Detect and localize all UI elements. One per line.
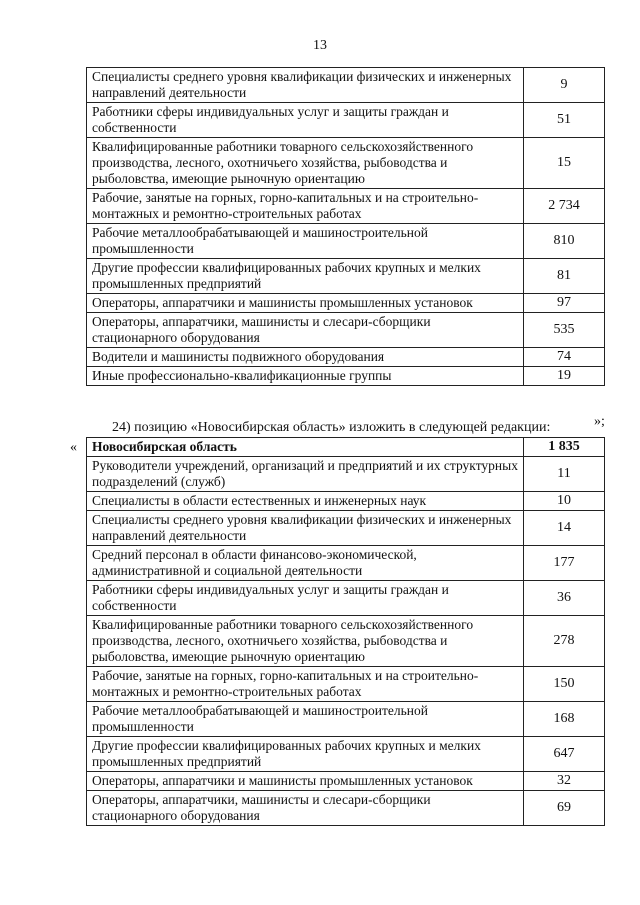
row-label: Рабочие металлообрабатывающей и машиностроительной промышленности [87, 702, 524, 737]
amendment-instruction: 24) позицию «Новосибирская область» изложить в следующей редакции: [112, 420, 551, 435]
table-row [87, 294, 605, 313]
row-value: 9 [524, 68, 605, 103]
table1-body [87, 68, 605, 386]
row-label: Руководители учреждений, организаций и предприятий и их структурных подразделений (служб) [87, 457, 524, 492]
row-value: 15 [524, 138, 605, 189]
row-label: Специалисты среднего уровня квалификации физических и инженерных направлений деятельности [87, 511, 524, 546]
occupations-table-novosibirsk [86, 437, 605, 826]
row-label: Операторы, аппаратчики, машинисты и слесари-сборщики стационарного оборудования [87, 313, 524, 348]
row-value: 36 [524, 581, 605, 616]
table-row [87, 667, 605, 702]
row-value: 69 [524, 791, 605, 826]
row-value: 10 [524, 492, 605, 511]
row-label: Рабочие, занятые на горных, горно-капитальных и на строительно-монтажных и ремонтно-строительных работах [87, 189, 524, 224]
row-value: 97 [524, 294, 605, 313]
row-value: 535 [524, 313, 605, 348]
row-label: Рабочие металлообрабатывающей и машиностроительной промышленности [87, 224, 524, 259]
row-value: 177 [524, 546, 605, 581]
table-row [87, 616, 605, 667]
row-value: 150 [524, 667, 605, 702]
row-label: Другие профессии квалифицированных рабочих крупных и мелких промышленных предприятий [87, 259, 524, 294]
row-label: Рабочие, занятые на горных, горно-капитальных и на строительно-монтажных и ремонтно-строительных работах [87, 667, 524, 702]
row-label: Операторы, аппаратчики и машинисты промышленных установок [87, 294, 524, 313]
region-name: Новосибирская область [87, 438, 524, 457]
table-row [87, 103, 605, 138]
row-label: Средний персонал в области финансово-экономической, административной и социальной деятельности [87, 546, 524, 581]
table-row [87, 367, 605, 386]
page-number: 13 [313, 38, 327, 53]
row-label: Квалифицированные работники товарного сельскохозяйственного производства, лесного, охотничьего хозяйства, рыбоводства и рыболовства, имеющие рыночную ориентацию [87, 616, 524, 667]
row-label: Иные профессионально-квалификационные группы [87, 367, 524, 386]
table-row [87, 224, 605, 259]
row-value: 2 734 [524, 189, 605, 224]
table-row [87, 581, 605, 616]
region-total: 1 835 [524, 438, 605, 457]
row-label: Другие профессии квалифицированных рабочих крупных и мелких промышленных предприятий [87, 737, 524, 772]
table-row [87, 348, 605, 367]
closing-quote: »; [594, 414, 605, 429]
table-row [87, 189, 605, 224]
row-value: 81 [524, 259, 605, 294]
table-row [87, 772, 605, 791]
row-value: 74 [524, 348, 605, 367]
occupations-table-previous [86, 67, 605, 386]
table-row [87, 702, 605, 737]
row-label: Работники сферы индивидуальных услуг и защиты граждан и собственности [87, 581, 524, 616]
table-row [87, 68, 605, 103]
row-value: 19 [524, 367, 605, 386]
table-row [87, 259, 605, 294]
table-row [87, 457, 605, 492]
row-label: Специалисты в области естественных и инженерных наук [87, 492, 524, 511]
opening-quote: « [70, 440, 77, 455]
row-label: Операторы, аппаратчики и машинисты промышленных установок [87, 772, 524, 791]
row-value: 168 [524, 702, 605, 737]
row-label: Специалисты среднего уровня квалификации физических и инженерных направлений деятельности [87, 68, 524, 103]
table2-body [87, 438, 605, 826]
row-label: Операторы, аппаратчики, машинисты и слесари-сборщики стационарного оборудования [87, 791, 524, 826]
row-value: 51 [524, 103, 605, 138]
table-row [87, 546, 605, 581]
row-value: 32 [524, 772, 605, 791]
row-value: 278 [524, 616, 605, 667]
row-label: Водители и машинисты подвижного оборудования [87, 348, 524, 367]
row-label: Квалифицированные работники товарного сельскохозяйственного производства, лесного, охотничьего хозяйства, рыбоводства и рыболовства, имеющие рыночную ориентацию [87, 138, 524, 189]
table-header-row [87, 438, 605, 457]
row-label: Работники сферы индивидуальных услуг и защиты граждан и собственности [87, 103, 524, 138]
row-value: 647 [524, 737, 605, 772]
table-row [87, 791, 605, 826]
table-row [87, 492, 605, 511]
table-row [87, 737, 605, 772]
row-value: 14 [524, 511, 605, 546]
table-row [87, 138, 605, 189]
row-value: 11 [524, 457, 605, 492]
row-value: 810 [524, 224, 605, 259]
table-row [87, 511, 605, 546]
table-row [87, 313, 605, 348]
